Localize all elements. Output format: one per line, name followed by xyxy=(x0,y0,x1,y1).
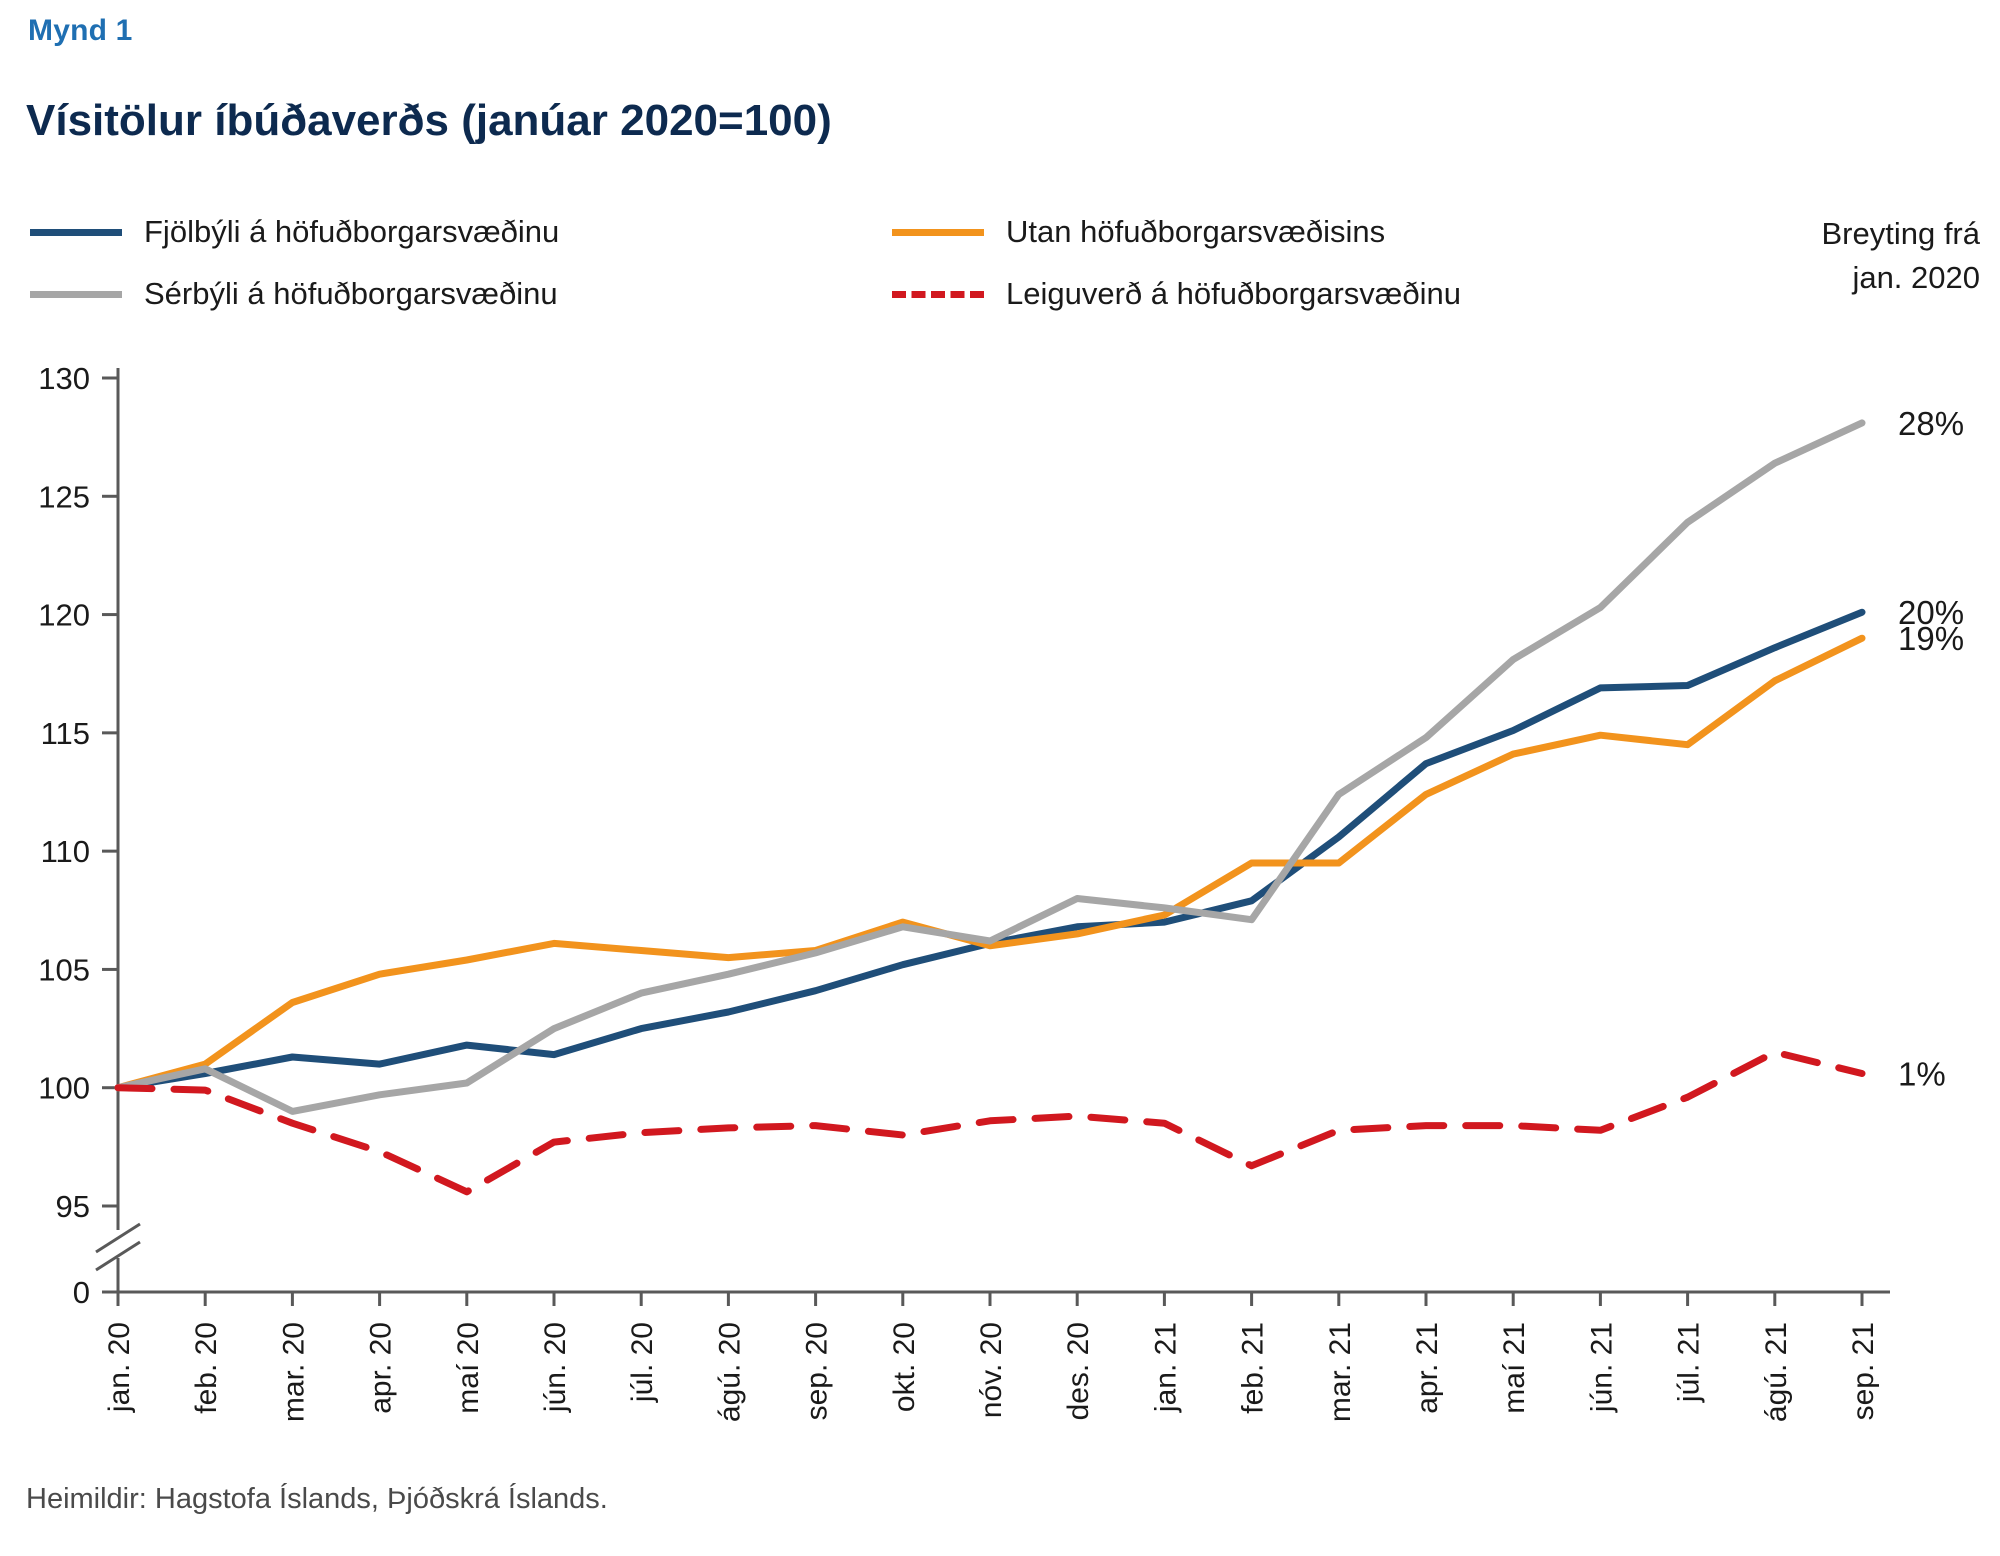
legend-swatch-serbyli xyxy=(30,291,122,298)
series-end-label-1: 19% xyxy=(1898,620,1965,658)
y-axis-tick: 125 xyxy=(38,479,90,515)
legend-label-serbyli: Sérbýli á höfuðborgarsvæðinu xyxy=(144,276,558,311)
series-end-label-0: 20% xyxy=(1898,594,1965,632)
x-axis-tick: ágú. 20 xyxy=(713,1322,747,1423)
legend-label-utan: Utan höfuðborgarsvæðisins xyxy=(1006,214,1386,249)
y-axis-tick: 0 xyxy=(72,1275,90,1310)
x-axis-tick: feb. 21 xyxy=(1236,1322,1270,1414)
x-axis-tick: mar. 20 xyxy=(277,1322,311,1423)
y-axis-tick: 100 xyxy=(38,1070,90,1106)
legend-swatch-leiguverd xyxy=(892,291,984,298)
figure-label: Mynd 1 xyxy=(28,14,133,47)
x-axis-tick: jún. 21 xyxy=(1585,1322,1619,1413)
legend-item-fjolbyli xyxy=(30,212,559,252)
x-axis-tick: jan. 20 xyxy=(103,1322,136,1413)
x-axis-tick: mar. 21 xyxy=(1323,1322,1357,1423)
y-axis-tick: 130 xyxy=(38,361,90,396)
x-axis-tick: jan. 21 xyxy=(1149,1322,1183,1413)
x-axis-tick: júl. 21 xyxy=(1672,1322,1706,1403)
legend-swatch-fjolbyli xyxy=(30,229,122,236)
x-axis-tick: júl. 20 xyxy=(626,1322,660,1403)
page-title: Vísitölur íbúðaverðs (janúar 2020=100) xyxy=(26,96,832,145)
x-axis-tick: jún. 20 xyxy=(539,1322,572,1413)
y-axis-tick: 95 xyxy=(55,1189,90,1224)
x-axis-tick: sep. 21 xyxy=(1847,1322,1880,1421)
chart-svg xyxy=(0,340,2000,1440)
chart-legend xyxy=(30,212,1530,322)
y-axis-tick: 105 xyxy=(38,952,90,988)
y-axis-tick: 115 xyxy=(40,715,90,751)
series-line-1 xyxy=(118,638,1862,1087)
x-axis-tick: apr. 21 xyxy=(1411,1322,1444,1414)
series-line-0 xyxy=(118,612,1862,1087)
line-chart xyxy=(0,340,2000,1440)
series-line-3 xyxy=(118,1052,1862,1192)
x-axis-tick: des. 20 xyxy=(1062,1322,1096,1421)
change-header-line1: Breyting frá xyxy=(1821,216,1980,251)
x-axis-tick: sep. 20 xyxy=(800,1322,834,1421)
legend-item-serbyli xyxy=(30,274,558,314)
x-axis-tick: apr. 20 xyxy=(364,1322,398,1414)
series-end-label-3: 1% xyxy=(1898,1055,1946,1093)
legend-swatch-utan xyxy=(892,229,984,236)
legend-item-utan xyxy=(892,212,1385,252)
y-axis-tick: 120 xyxy=(38,597,90,633)
y-axis-tick: 110 xyxy=(40,834,90,870)
legend-label-leiguverd: Leiguverð á höfuðborgarsvæðinu xyxy=(1006,276,1461,311)
series-end-label-2: 28% xyxy=(1898,404,1965,442)
series-line-2 xyxy=(118,423,1862,1112)
change-column-header xyxy=(1720,212,1980,300)
x-axis-tick: ágú. 21 xyxy=(1759,1322,1793,1423)
source-note: Heimildir: Hagstofa Íslands, Þjóðskrá Íslands. xyxy=(26,1483,608,1515)
x-axis-tick: okt. 20 xyxy=(887,1322,921,1413)
legend-item-leiguverd xyxy=(892,274,1461,314)
legend-label-fjolbyli: Fjölbýli á höfuðborgarsvæðinu xyxy=(144,214,560,249)
change-header-line2: jan. 2020 xyxy=(1852,260,1980,296)
x-axis-tick: feb. 20 xyxy=(190,1322,224,1414)
x-axis-tick: maí 20 xyxy=(451,1322,485,1414)
x-axis-tick: nóv. 20 xyxy=(975,1322,1008,1419)
x-axis-tick: maí 21 xyxy=(1498,1322,1532,1414)
